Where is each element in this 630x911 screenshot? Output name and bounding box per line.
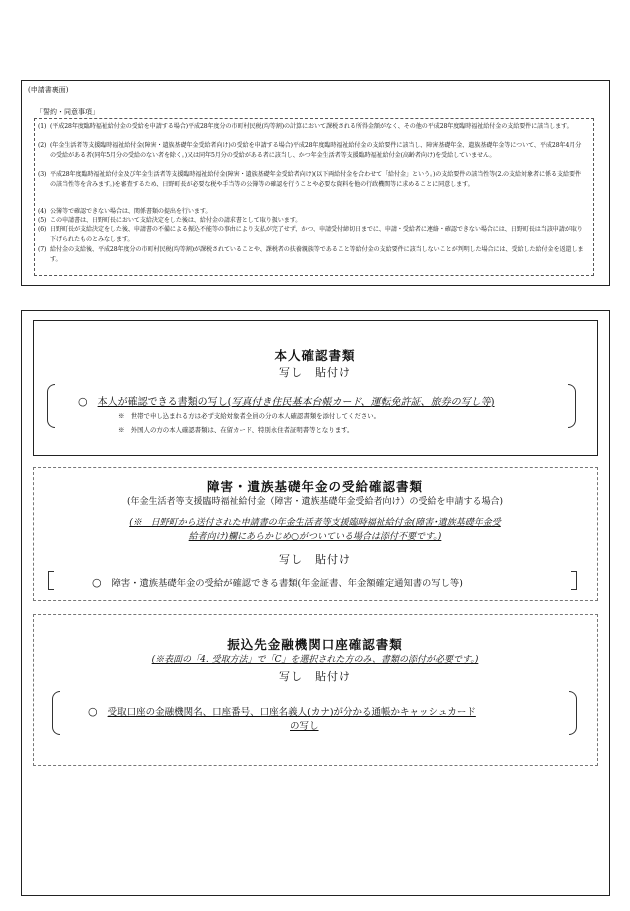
id-document-section (33, 320, 598, 456)
circle-mark: ○ (88, 705, 98, 718)
bank-section-title: 振込先金融機関口座確認書類 (227, 637, 403, 652)
pledge-item (38, 170, 586, 189)
left-bracket (47, 384, 55, 428)
pension-exemption-note-line2: 給者向け)欄にあらかじめ○がついている場合は添付不要です。) (188, 532, 442, 542)
id-item-suffix: ) (490, 397, 495, 408)
pledge-item-text: 公簿等で確認できない場合は、関係書類の提出を行います。 (50, 208, 212, 215)
pledge-item-text: 日野町長が支給決定をした後、申請書の不備による振込不能等の事由により支払が完了せず、かつ、申請受付締切日までに、申請・受給者に連絡・確認できない場合には、日野町長は当該申請が取り下げられたものとみなします。 (50, 226, 583, 243)
pension-paste-label: 写し 貼付け (279, 553, 351, 566)
pledge-item-number: (3) (38, 171, 47, 178)
id-item-prefix: 本人が確認できる書類の写し( (97, 397, 232, 408)
pledge-item (38, 141, 586, 160)
pledge-item (38, 122, 586, 132)
circle-mark: ○ (92, 576, 102, 589)
bank-item-line2: の写し (290, 721, 319, 732)
pledge-item-number: (5) (38, 217, 47, 224)
id-section-paste-label: 写し 貼付け (279, 366, 351, 379)
left-bracket (48, 571, 54, 590)
pledge-item-text: 給付金の支給後、平成28年度分の市町村民税(均等割)が課税されていることや、課税者の扶養親族等であること等給付金の支給要件に該当しないことが判明した場合には、受給した給付金を返還します。 (50, 246, 584, 263)
pledge-item-text: (年金生活者等支援臨時福祉給付金(障害・遺族基礎年金受給者向け)の受給を申請する場合)平成28年度臨時福祉給付金の支給要件に該当し、障害基礎年金、遺族基礎年金等について、平成28年4月分の受給がある者(同年5月分の受給のない者を除く。)又は同年5月分の受給がある者に該当し、かつ年金生活者等支援臨時福祉給付金(高齢者向け)を受給していません。 (50, 142, 582, 159)
pledge-title: 「誓約・同意事項」 (36, 108, 99, 116)
bank-paste-label: 写し 貼付け (279, 670, 351, 683)
right-bracket (571, 571, 577, 590)
circle-mark: ○ (78, 395, 88, 408)
pledge-item-number: (1) (38, 123, 47, 130)
id-note-household: ※ 世帯で申し込まれる方は必ず支給対象者全員の分の本人確認書類を添付してください。 (118, 412, 381, 420)
right-bracket (569, 691, 577, 735)
bank-item-line1: 受取口座の金融機関名、口座番号、口座名義人(カナ)が分かる通帳かキャッシュカード (107, 707, 476, 718)
pledge-item-number: (7) (38, 246, 47, 253)
pledge-item-number: (6) (38, 226, 47, 233)
pledge-item-text: この申請書は、日野町長において支給決定をした後は、給付金の請求書として取り扱います。 (50, 217, 302, 224)
form-back-label: (申請書裏面) (28, 86, 69, 94)
pension-item-text: 障害・遺族基礎年金の受給が確認できる書類(年金証書、年金額確定通知書の写し等) (111, 578, 463, 589)
pledge-item-text: (平成28年度臨時福祉給付金の受給を申請する場合)平成28年度分の市町村民税(均等割)の計算において課税される所得金額がなく、その他の平成28年度臨時福祉給付金の支給要件に該当します。 (50, 123, 573, 130)
pension-document-item (92, 575, 463, 589)
pension-section-subtitle: (年金生活者等支援臨時福祉給付金（障害・遺族基礎年金受給者向け）の受給を申請する場合) (126, 497, 504, 507)
id-item-examples: 写真付き住民基本台帳カード、運転免許証、旅券の写し等 (231, 397, 491, 408)
id-document-item (78, 393, 495, 408)
bank-document-item (88, 704, 476, 718)
pledge-item-number: (4) (38, 208, 47, 215)
bank-section-note: (※表面の「4. 受取方法」で「C」を選択された方のみ、書類の添付が必要です。) (151, 655, 479, 665)
pledge-item (38, 245, 586, 264)
right-bracket (568, 384, 576, 428)
pension-section-title: 障害・遺族基礎年金の受給確認書類 (206, 479, 423, 494)
id-note-foreigner: ※ 外国人の方の本人確認書類は、在留カード、特別永住者証明書等となります。 (118, 426, 354, 434)
id-section-title: 本人確認書類 (274, 348, 356, 363)
left-bracket (52, 691, 60, 735)
pledge-item (38, 225, 586, 244)
pledge-item-text: 平成28年度臨時福祉給付金及び年金生活者等支援臨時福祉給付金(障害・遺族基礎年金受給者向け)(以下両給付金を合わせて「給付金」という。)の支給要件の該当性等(2.の支給対象者に係る支給要件の該当性等を含みます。)を審査するため、日野町長が必要な税や手当等の公簿等の確認を行うことや必要な資料を他の行政機関等に求めることに同意します。 (50, 171, 581, 188)
pension-exemption-note-line1: (※ 日野町から送付された申請書の年金生活者等支援臨時福祉給付金(障害･遺族基礎年金受 (129, 518, 501, 528)
pledge-item-number: (2) (38, 142, 47, 149)
